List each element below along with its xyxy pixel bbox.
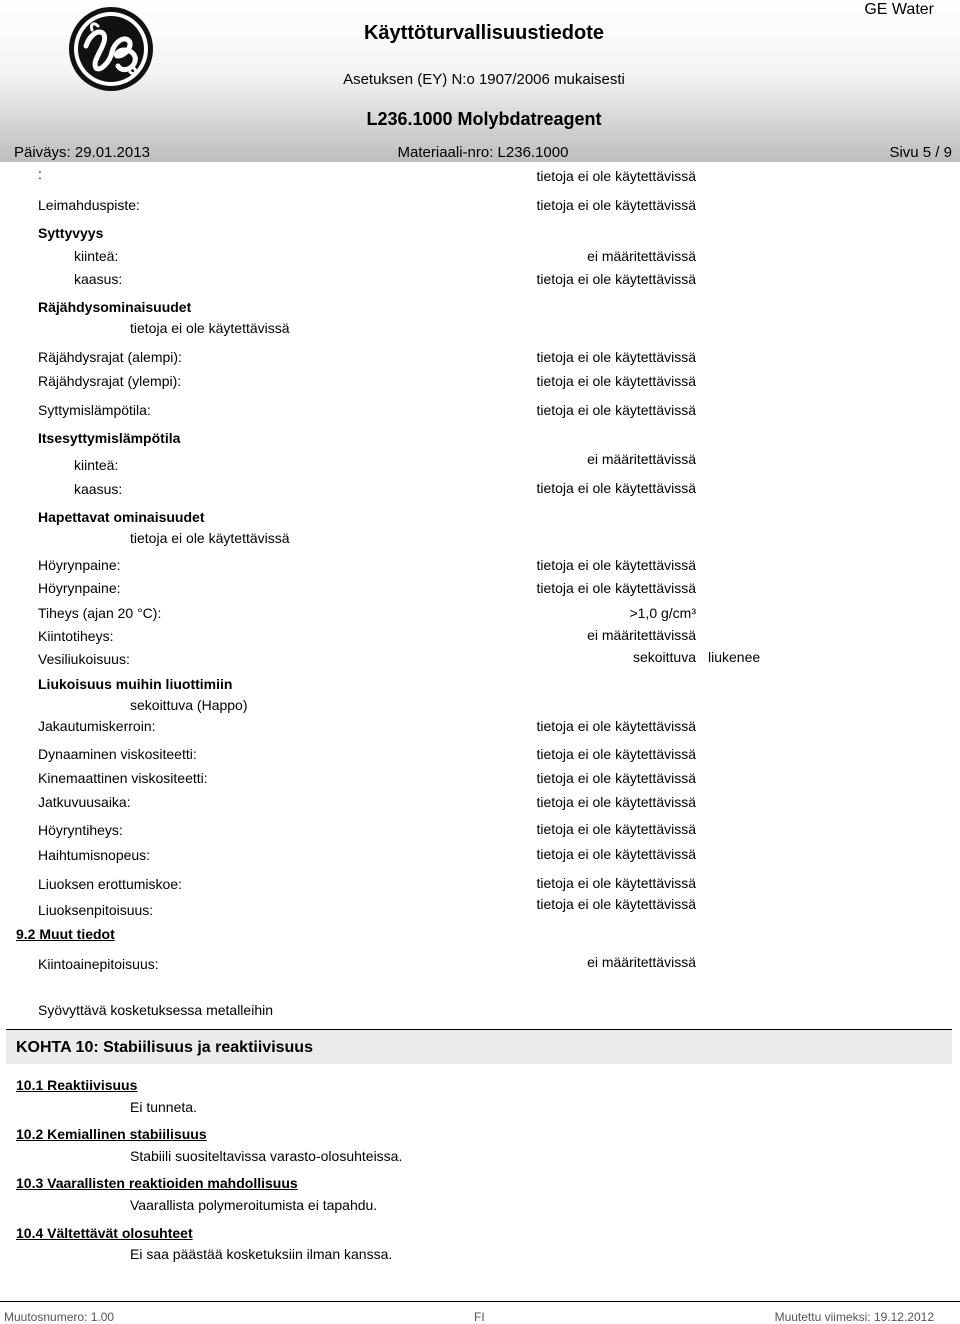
reactivity-text: Ei tunneta. (130, 1099, 197, 1115)
flammability-heading: Syttyvyys (38, 225, 104, 241)
density-value: >1,0 g/cm³ (629, 605, 696, 621)
bulk-density-label: Kiintotiheys: (38, 628, 114, 644)
bulk-density-value: ei määritettävissä (587, 627, 696, 643)
flammability-solid-label: kiinteä: (74, 248, 119, 264)
density-label: Tiheys (ajan 20 °C): (38, 605, 162, 621)
flammability-solid-value: ei määritettävissä (587, 248, 696, 264)
upper-limit-value: tietoja ei ole käytettävissä (536, 373, 696, 389)
autoignition-gas-label: kaasus: (74, 481, 123, 497)
document-date: Päiväys: 29.01.2013 (14, 144, 150, 161)
conditions-avoid-text: Ei saa päästää kosketuksiin ilman kanssa. (130, 1246, 393, 1262)
water-solubility-label: Vesiliukoisuus: (38, 651, 130, 667)
partition-label: Jakautumiskerroin: (38, 718, 156, 734)
vapour-pressure-2-label: Höyrynpaine: (38, 580, 121, 596)
section-10-title: KOHTA 10: Stabiilisuus ja reaktiivisuus (16, 1039, 313, 1056)
company-name: GE Water (864, 1, 934, 18)
flammability-gas-value: tietoja ei ole käytettävissä (536, 271, 696, 287)
solids-content-label: Kiintoainepitoisuus: (38, 956, 159, 972)
stability-heading: 10.2 Kemiallinen stabiilisuus (16, 1126, 207, 1142)
footer-modified: Muutettu viimeksi: 19.12.2012 (774, 1310, 934, 1324)
flow-time-label: Jatkuvuusaika: (38, 794, 131, 810)
stability-text: Stabiili suositeltavissa varasto-olosuhteissa. (130, 1148, 403, 1164)
footer-divider (0, 1301, 960, 1302)
kinematic-viscosity-value: tietoja ei ole käytettävissä (536, 770, 696, 786)
document-title: Käyttöturvallisuustiedote (363, 22, 605, 44)
solvent-content-label: Liuoksenpitoisuus: (38, 902, 154, 918)
footer-language: FI (474, 1310, 485, 1324)
autoignition-solid-value: ei määritettävissä (587, 451, 696, 467)
vapour-pressure-1-value: tietoja ei ole käytettävissä (536, 557, 696, 573)
colon-value: tietoja ei ole käytettävissä (536, 168, 696, 184)
other-solvents-heading: Liukoisuus muihin liuottimiin (38, 676, 233, 692)
vapour-density-value: tietoja ei ole käytettävissä (536, 821, 696, 837)
vapour-pressure-1-label: Höyrynpaine: (38, 557, 121, 573)
water-solubility-value: sekoittuva (632, 649, 696, 665)
separation-label: Liuoksen erottumiskoe: (38, 876, 182, 892)
footer-revision: Muutosnumero: 1.00 (4, 1310, 115, 1324)
kinematic-viscosity-label: Kinemaattinen viskositeetti: (38, 770, 208, 786)
ignition-temp-label: Syttymislämpötila: (38, 402, 151, 418)
water-solubility-extra: liukenee (708, 649, 761, 665)
reactivity-heading: 10.1 Reaktiivisuus (16, 1077, 138, 1093)
evaporation-rate-label: Haihtumisnopeus: (38, 847, 151, 863)
hazardous-reactions-heading: 10.3 Vaarallisten reaktioiden mahdollisuus (16, 1175, 298, 1191)
solvent-content-value: tietoja ei ole käytettävissä (536, 896, 696, 912)
flash-point-value: tietoja ei ole käytettävissä (536, 197, 696, 213)
material-number: Materiaali-nro: L236.1000 (397, 144, 569, 161)
hazardous-reactions-text: Vaarallista polymeroitumista ei tapahdu. (130, 1197, 378, 1213)
autoignition-solid-label: kiinteä: (74, 457, 119, 473)
evaporation-rate-value: tietoja ei ole käytettävissä (536, 846, 696, 862)
vapour-pressure-2-value: tietoja ei ole käytettävissä (536, 580, 696, 596)
vapour-density-label: Höyryntiheys: (38, 822, 123, 838)
flash-point-label: Leimahduspiste: (38, 197, 140, 213)
autoignition-heading: Itsesyttymislämpötila (38, 430, 181, 446)
upper-limit-label: Räjähdysrajat (ylempi): (38, 373, 182, 389)
solids-content-value: ei määritettävissä (587, 954, 696, 970)
oxidizing-heading: Hapettavat ominaisuudet (38, 509, 205, 525)
flammability-gas-label: kaasus: (74, 271, 123, 287)
colon-label: : (38, 166, 42, 182)
other-solvents-text: sekoittuva (Happo) (130, 697, 248, 713)
explosive-text: tietoja ei ole käytettävissä (130, 320, 290, 336)
autoignition-gas-value: tietoja ei ole käytettävissä (536, 480, 696, 496)
corrosive-note: Syövyttävä kosketuksessa metalleihin (38, 1002, 273, 1018)
separation-value: tietoja ei ole käytettävissä (536, 875, 696, 891)
conditions-avoid-heading: 10.4 Vältettävät olosuhteet (16, 1225, 193, 1241)
other-info-heading: 9.2 Muut tiedot (16, 926, 115, 942)
product-name: L236.1000 Molybdatreagent (366, 109, 602, 129)
lower-limit-value: tietoja ei ole käytettävissä (536, 349, 696, 365)
lower-limit-label: Räjähdysrajat (alempi): (38, 349, 182, 365)
partition-value: tietoja ei ole käytettävissä (536, 718, 696, 734)
flow-time-value: tietoja ei ole käytettävissä (536, 794, 696, 810)
oxidizing-text: tietoja ei ole käytettävissä (130, 530, 290, 546)
explosive-heading: Räjähdysominaisuudet (38, 299, 192, 315)
ignition-temp-value: tietoja ei ole käytettävissä (536, 402, 696, 418)
page-number: Sivu 5 / 9 (889, 144, 952, 161)
dynamic-viscosity-label: Dynaaminen viskositeetti: (38, 746, 197, 762)
dynamic-viscosity-value: tietoja ei ole käytettävissä (536, 746, 696, 762)
regulation-subtitle: Asetuksen (EY) N:o 1907/2006 mukaisesti (343, 71, 625, 88)
